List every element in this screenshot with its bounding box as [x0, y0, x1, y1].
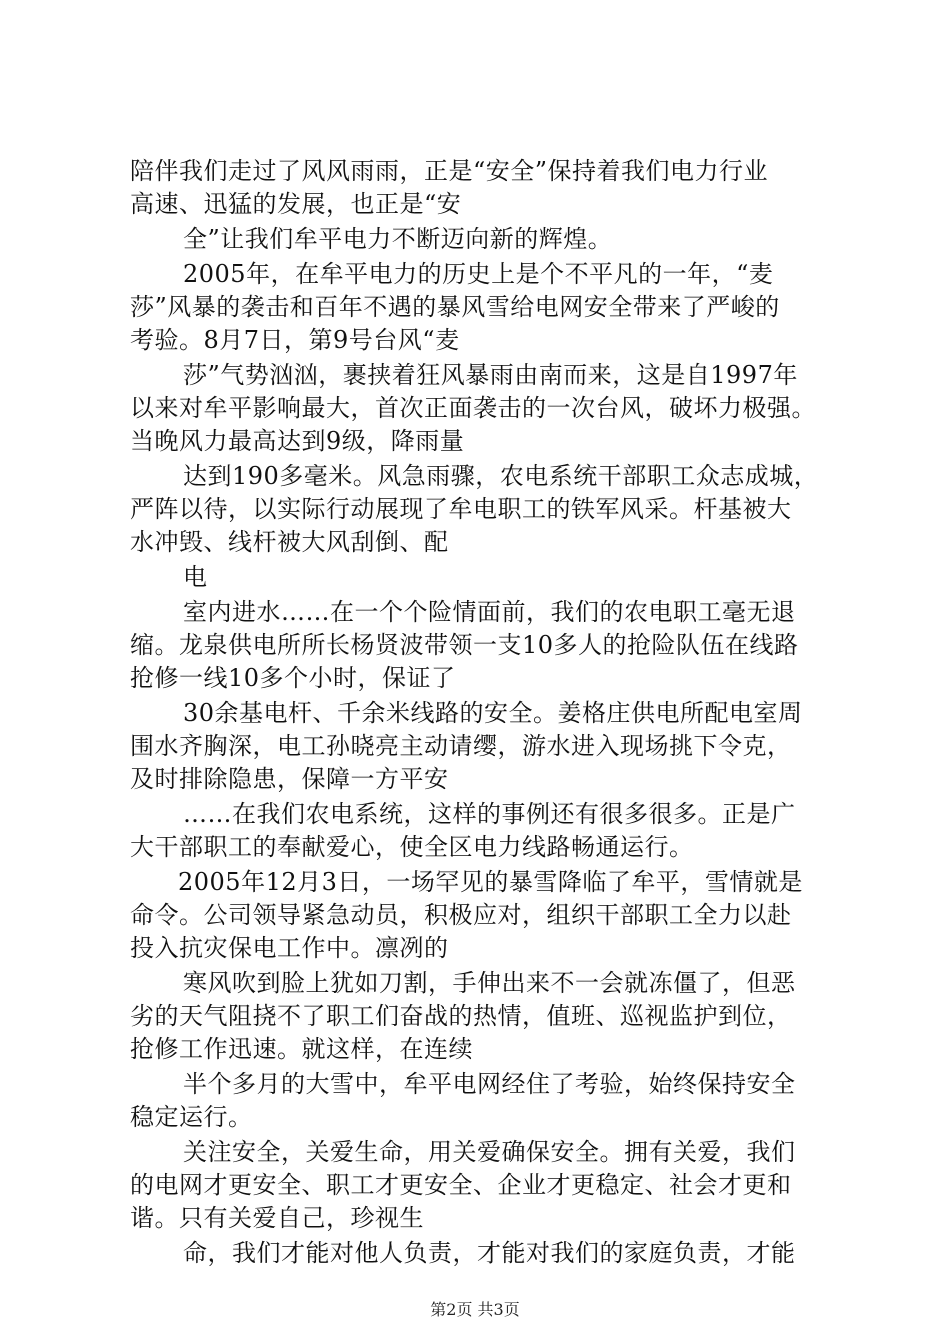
text-line: 命令。公司领导紧急动员，积极应对，组织干部职工全力以赴	[130, 901, 792, 929]
text-line: 半个多月的大雪中，牟平电网经住了考验，始终保持安全	[183, 1070, 796, 1098]
text-line: 的电网才更安全、职工才更安全、企业才更稳定、社会才更和	[130, 1171, 792, 1199]
text-line: 及时排除隐患，保障一方平安	[130, 765, 449, 793]
text-line: 当晚风力最高达到9级，降雨量	[130, 427, 465, 455]
text-line: 高速、迅猛的发展，也正是“安	[130, 190, 462, 218]
text-line: 严阵以待，以实际行动展现了牟电职工的铁军风采。杆基被大	[130, 495, 792, 523]
text-line: 达到190多毫米。风急雨骤，农电系统干部职工众志成城，	[183, 462, 819, 490]
text-line: 大干部职工的奉献爱心，使全区电力线路畅通运行。	[130, 833, 694, 861]
text-line: 关注安全，关爱生命，用关爱确保安全。拥有关爱，我们	[183, 1138, 796, 1166]
text-line: 全”让我们牟平电力不断迈向新的辉煌。	[183, 225, 613, 253]
text-line: 莎”气势汹汹，裹挟着狂风暴雨由南而来，这是自1997年	[183, 361, 798, 389]
text-line: 2005年12月3日，一场罕见的暴雪降临了牟平，雪情就是	[178, 868, 803, 896]
text-line: 陪伴我们走过了风风雨雨，正是“安全”保持着我们电力行业	[130, 157, 769, 185]
text-line: 围水齐胸深，电工孙晓亮主动请缨，游水进入现场挑下令克，	[130, 732, 792, 760]
text-line: 投入抗灾保电工作中。凛冽的	[130, 934, 449, 962]
text-line: 缩。龙泉供电所所长杨贤波带领一支10多人的抢险队伍在线路	[130, 631, 799, 659]
text-line: 命，我们才能对他人负责，才能对我们的家庭负责，才能	[183, 1239, 796, 1267]
text-line: 抢修一线10多个小时，保证了	[130, 664, 456, 692]
text-line: 稳定运行。	[130, 1103, 253, 1131]
text-line: ……在我们农电系统，这样的事例还有很多很多。正是广	[183, 800, 796, 828]
text-line: 以来对牟平影响最大，首次正面袭击的一次台风，破坏力极强。	[130, 394, 816, 422]
text-line: 劣的天气阻挠不了职工们奋战的热情，值班、巡视监护到位，	[130, 1002, 792, 1030]
text-line: 30余基电杆、千余米线路的安全。姜格庄供电所配电室周	[183, 699, 803, 727]
page-footer: 第2页 共3页	[430, 1300, 520, 1319]
text-line: 水冲毁、线杆被大风刮倒、配	[130, 528, 449, 556]
text-line: 寒风吹到脸上犹如刀割，手伸出来不一会就冻僵了，但恶	[183, 969, 796, 997]
text-line: 2005年，在牟平电力的历史上是个不平凡的一年，“麦	[183, 260, 774, 288]
text-line: 室内进水……在一个个险情面前，我们的农电职工毫无退	[183, 598, 796, 626]
text-line: 谐。只有关爱自己，珍视生	[130, 1204, 424, 1232]
text-line: 抢修工作迅速。就这样，在连续	[130, 1035, 473, 1063]
text-line: 电	[183, 563, 208, 591]
text-line: 考验。8月7日，第9号台风“麦	[130, 326, 460, 354]
text-line: 莎”风暴的袭击和百年不遇的暴风雪给电网安全带来了严峻的	[130, 293, 780, 321]
